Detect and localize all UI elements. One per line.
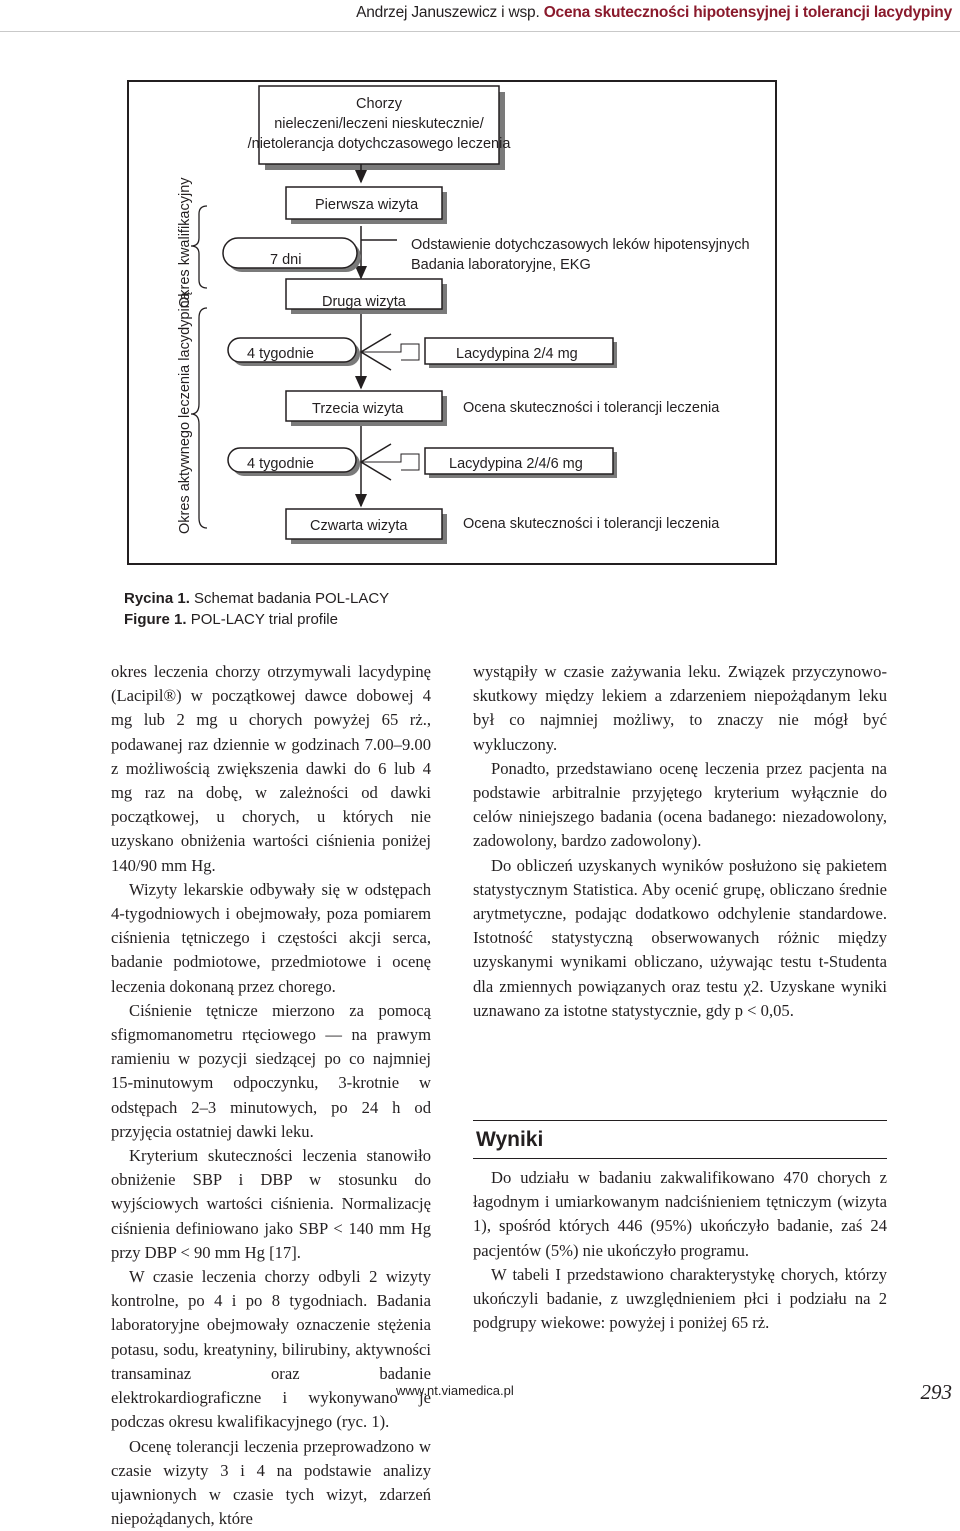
top-box: [248, 86, 512, 170]
visit-2-box: [286, 279, 447, 314]
visit-1-box: [286, 187, 447, 224]
dose-2-box: [425, 448, 617, 478]
period-qualification-label: Okres kwalifikacyjny: [177, 177, 193, 308]
period-active-label: Okres aktywnego leczenia lacydypiną: [177, 291, 193, 534]
dose-2-label: Lacydypina 2/4/6 mg: [449, 456, 583, 472]
paragraph: Ciśnienie tętnicze mierzono za pomocą sfigmomanometru rtęciowego — na prawym ramieniu w pozycji siedzącej po co najmniej 15-minutowym odpoczynku, 3-krotnie w odstępach 2–3 minutowych, po 24 h od przyjęcia ostatniej dawki leku.: [111, 999, 431, 1144]
caption-english-text: POL-LACY trial profile: [191, 611, 338, 628]
assessment-1-label: Ocena skuteczności i tolerancji leczenia: [463, 400, 720, 416]
running-header: [356, 4, 952, 22]
visit-3-label: Trzecia wizyta: [312, 401, 404, 417]
visit-2-label: Druga wizyta: [322, 294, 407, 310]
section-rule-bottom: [473, 1158, 887, 1159]
study-flowchart-figure: [127, 80, 777, 565]
withdrawal-line-1: Odstawienie dotychczasowych leków hipotensyjnych: [411, 237, 750, 253]
top-box-line-1: Chorzy: [356, 96, 403, 112]
caption-english: [124, 609, 389, 630]
figure-caption: [124, 588, 389, 630]
dose-1-label: Lacydypina 2/4 mg: [456, 346, 578, 362]
section-heading: Wyniki: [476, 1128, 543, 1152]
visit-4-label: Czwarta wizyta: [310, 518, 408, 534]
paragraph: Do obliczeń uzyskanych wyników posłużono się pakietem statystycznym Statistica. Aby ocenić grupę, obliczano średnie arytmetyczne, podając dodatkowo odchylenie standardowe. Istotność statystyczną obserwowanych różnic między uzyskanymi wynikami obliczano, używając testu t-Studenta dla zmiennych powiązanych oraz testu χ2. Uzyskane wyniki uznawano za istotne statystycznie, gdy p < 0,05.: [473, 854, 887, 1023]
footer-url: www.nt.viamedica.pl: [396, 1383, 514, 1398]
assessment-2: [463, 516, 720, 532]
section-rule-top: [473, 1120, 887, 1121]
top-box-line-3: /nietolerancja dotychczasowego leczenia: [248, 136, 512, 152]
results-text: [473, 1166, 887, 1335]
duration-4-weeks-a-label: 4 tygodnie: [247, 346, 314, 362]
visit-3-box: [286, 391, 447, 426]
paragraph: Kryterium skuteczności leczenia stanowiło obniżenie SBP i DBP w stosunku do wyjściowych wartości ciśnienia. Normalizację ciśnienia definiowano jako SBP < 140 mm Hg przy DBP < 90 mm Hg [17].: [111, 1144, 431, 1265]
duration-7-days-label: 7 dni: [270, 252, 301, 268]
header-title: Ocena skuteczności hipotensyjnej i tolerancji lacydypiny: [544, 4, 952, 21]
left-text-column: [111, 660, 431, 1531]
flowchart-svg: [129, 82, 775, 563]
caption-english-label: Figure 1.: [124, 611, 187, 628]
header-authors: Andrzej Januszewicz i wsp.: [356, 4, 539, 21]
brace-qualification: [191, 206, 207, 288]
brace-active-treatment: [191, 308, 207, 528]
dose-1-box: [425, 338, 617, 368]
paragraph: W tabeli I przedstawiono charakterystykę chorych, którzy ukończyli badanie, z uwzględnieniem płci i podziału na 2 podgrupy wiekowe: powyżej i poniżej 65 rż.: [473, 1263, 887, 1336]
paragraph: W czasie leczenia chorzy odbyli 2 wizyty kontrolne, po 4 i po 8 tygodniach. Badania laboratoryjne obejmowały oznaczenie stężenia potasu, sodu, kreatyniny, bilirubiny, aktywności transaminaz oraz badanie elektrokardiograficzne i wykonywano je podczas okresu kwalifikacyjnego (ryc. 1).: [111, 1265, 431, 1434]
visit-1-label: Pierwsza wizyta: [315, 197, 419, 213]
header-rule: [0, 31, 960, 32]
paragraph: Ocenę tolerancji leczenia przeprowadzono w czasie wizyty 3 i 4 na podstawie analizy ujawnionych w czasie tych wizyt, zdarzeń niepożądanych, które: [111, 1435, 431, 1531]
assessment-1: [463, 400, 720, 416]
duration-4-weeks-b-label: 4 tygodnie: [247, 456, 314, 472]
paragraph: Do udziału w badaniu zakwalifikowano 470 chorych z łagodnym i umiarkowanym nadciśnieniem tętniczym (wizyta 1), spośród których 446 (95%) ukończyło badanie, zaś 24 pacjentów (5%) nie ukończyło programu.: [473, 1166, 887, 1263]
visit-4-box: [286, 509, 447, 544]
caption-polish-text: Schemat badania POL-LACY: [194, 590, 389, 607]
caption-polish-label: Rycina 1.: [124, 590, 190, 607]
assessment-2-label: Ocena skuteczności i tolerancji leczenia: [463, 516, 720, 532]
caption-polish: [124, 588, 389, 609]
paragraph: Ponadto, przedstawiano ocenę leczenia przez pacjenta na podstawie arbitralnie przyjętego kryterium wyłącznie do celów niniejszego badania (ocena badanego: niezadowolony, zadowolony, bardzo zadowolony).: [473, 757, 887, 854]
paragraph: okres leczenia chorzy otrzymywali lacydypinę (Lacipil®) w początkowej dawce dobowej 4 mg lub 2 mg u chorych powyżej 65 rż., podawanej raz dziennie w godzinach 7.00–9.00 z możliwością zwiększenia dawki do 6 lub 4 mg raz na dobę, w zależności od dawki początkowej, u chorych, u których nie uzyskano obniżenia wartości ciśnienia poniżej 140/90 mm Hg.: [111, 660, 431, 878]
duration-4-weeks-a: [228, 338, 360, 366]
duration-7-days: [223, 238, 361, 272]
paragraph: Wizyty lekarskie odbywały się w odstępach 4-tygodniowych i obejmowały, poza pomiarem ciśnienia tętniczego i częstości akcji serca, badanie podmiotowe, przedmiotowe i ocenę leczenia dokonaną przez chorego.: [111, 878, 431, 999]
withdrawal-line-2: Badania laboratoryjne, EKG: [411, 257, 591, 273]
paragraph: wystąpiły w czasie zażywania leku. Związek przyczynowo-skutkowy między lekiem a zdarzeniem niepożądanym leku był co najmniej możliwy, to znaczy nie mógł być wykluczony.: [473, 660, 887, 757]
duration-4-weeks-b: [228, 448, 360, 476]
top-box-line-2: nieleczeni/leczeni nieskutecznie/: [274, 116, 485, 132]
right-text-column: [473, 660, 887, 1023]
page-number: 293: [921, 1380, 953, 1405]
